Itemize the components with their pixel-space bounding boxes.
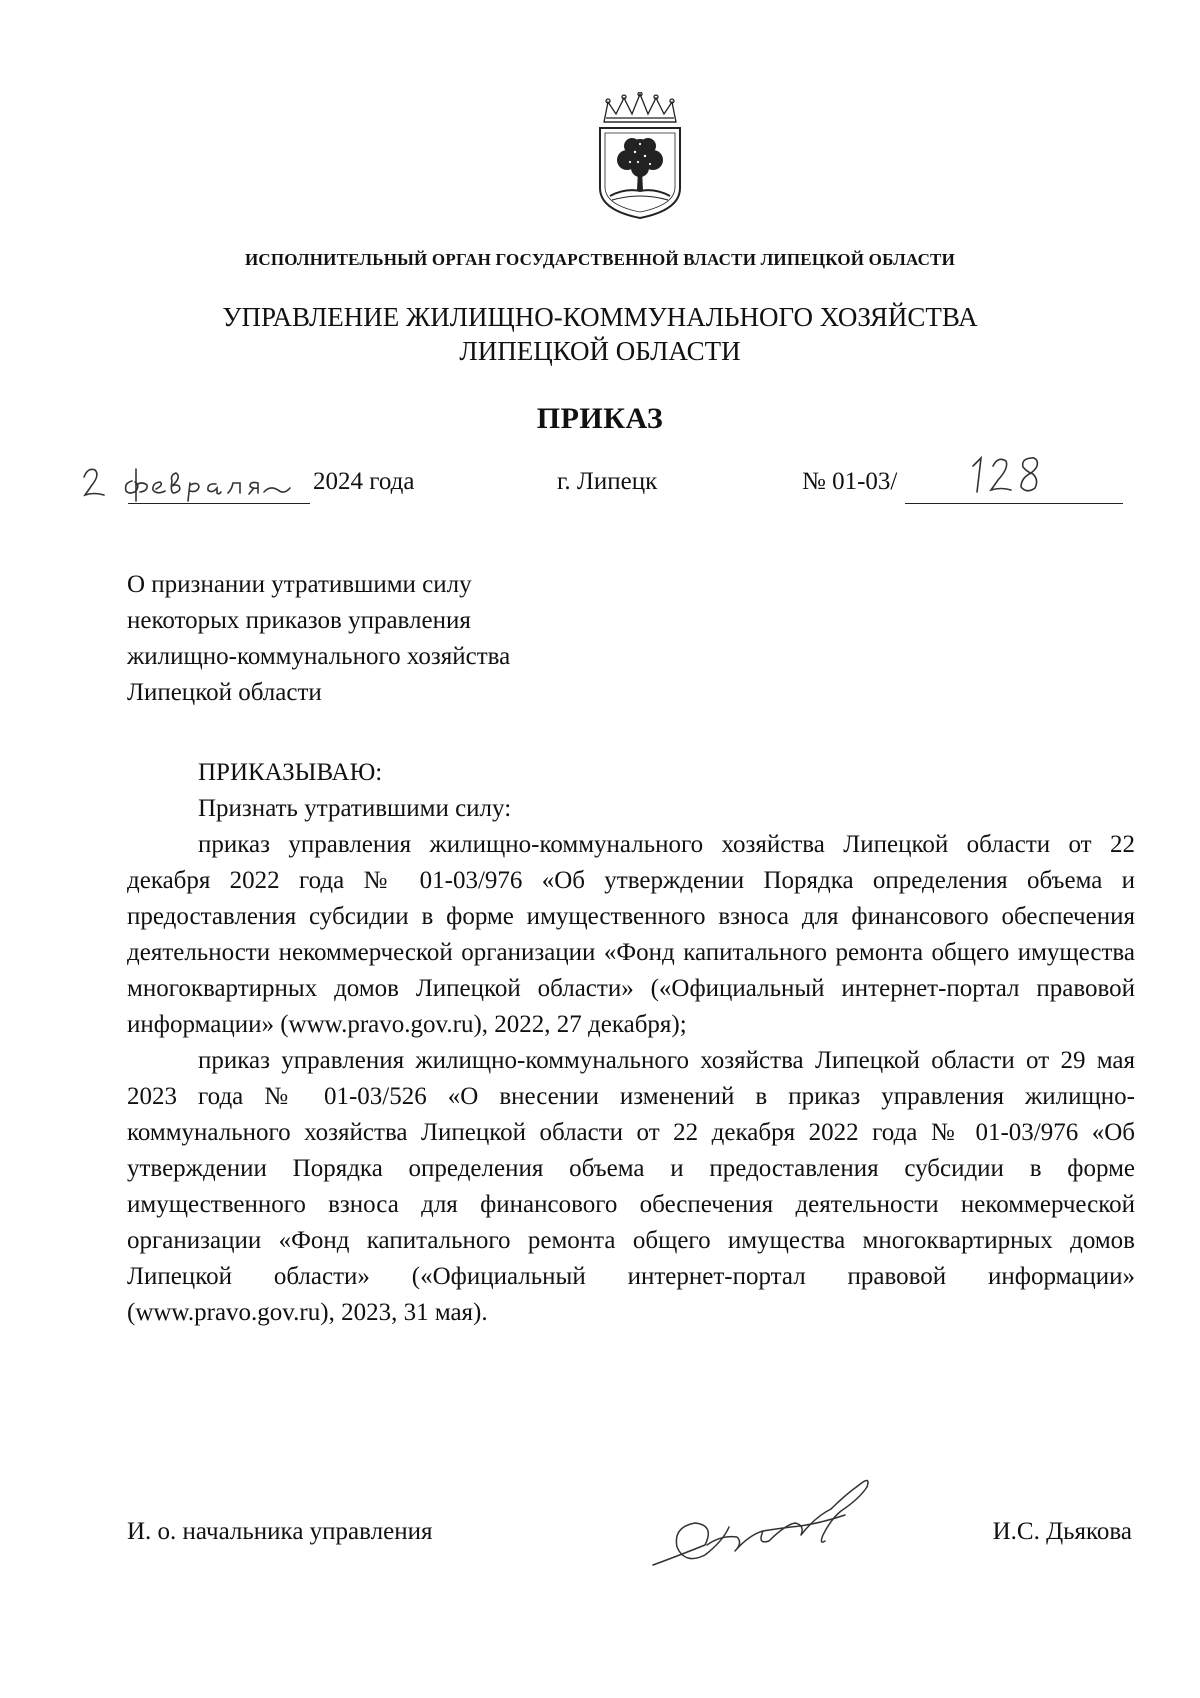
document-type: ПРИКАЗ <box>536 402 664 435</box>
department-name-line1: УПРАВЛЕНИЕ ЖИЛИЩНО-КОММУНАЛЬНОГО ХОЗЯЙСТВА <box>222 302 978 332</box>
subject-line: жилищно-коммунального хозяйства <box>127 643 511 670</box>
department-name <box>0 300 1200 368</box>
signatory-title: И. о. начальника управления <box>127 1518 433 1545</box>
coat-of-arms-icon <box>590 92 690 222</box>
document-city: г. Липецк <box>557 468 658 495</box>
revoked-order-item: приказ управления жилищно-коммунального хозяйства Липецкой области от 29 мая 2023 года № 01-03/526 «О внесении изменений в приказ управления жилищно-коммунального хозяйства Липецкой области от 22 декабря 2022 года № 01-03/976 «Об утверждении Порядка определения объема и предоставления субсидии в форме имущественного взноса для финансового обеспечения деятельности некоммерческой организации «Фонд капитального ремонта общего имущества многоквартирных домов Липецкой области» («Официальный интернет-портал правовой информации» (www.pravo.gov.ru), 2023, 31 мая). <box>127 1047 1135 1326</box>
document-body <box>127 755 1135 1331</box>
subject-line: некоторых приказов управления <box>127 607 471 634</box>
order-intro: Признать утратившими силу: <box>198 795 512 822</box>
document-number-label: № 01-03/ <box>802 468 898 495</box>
handwritten-document-number <box>965 450 1050 500</box>
number-underline <box>905 503 1123 504</box>
document-subject <box>127 567 647 711</box>
subject-line: О признании утратившими силу <box>127 571 472 598</box>
date-underline <box>128 503 310 504</box>
department-name-line2: ЛИПЕЦКОЙ ОБЛАСТИ <box>459 336 741 366</box>
subject-line: Липецкой области <box>127 679 322 706</box>
signatory-name: И.С. Дьякова <box>992 1518 1132 1545</box>
revoked-order-item: приказ управления жилищно-коммунального хозяйства Липецкой области от 22 декабря 2022 года № 01-03/976 «Об утверждении Порядка определения объема и предоставления субсидии в форме имущественного взноса для финансового обеспечения деятельности некоммерческой организации «Фонд капитального ремонта общего имущества многоквартирных домов Липецкой области» («Официальный интернет-портал правовой информации» (www.pravo.gov.ru), 2022, 27 декабря); <box>127 831 1135 1038</box>
handwritten-signature-icon <box>645 1465 915 1585</box>
issuing-authority: ИСПОЛНИТЕЛЬНЫЙ ОРГАН ГОСУДАРСТВЕННОЙ ВЛАСТИ ЛИПЕЦКОЙ ОБЛАСТИ <box>244 250 956 269</box>
date-year: 2024 года <box>313 468 415 495</box>
order-directive: ПРИКАЗЫВАЮ: <box>198 759 383 786</box>
handwritten-date <box>80 455 310 503</box>
